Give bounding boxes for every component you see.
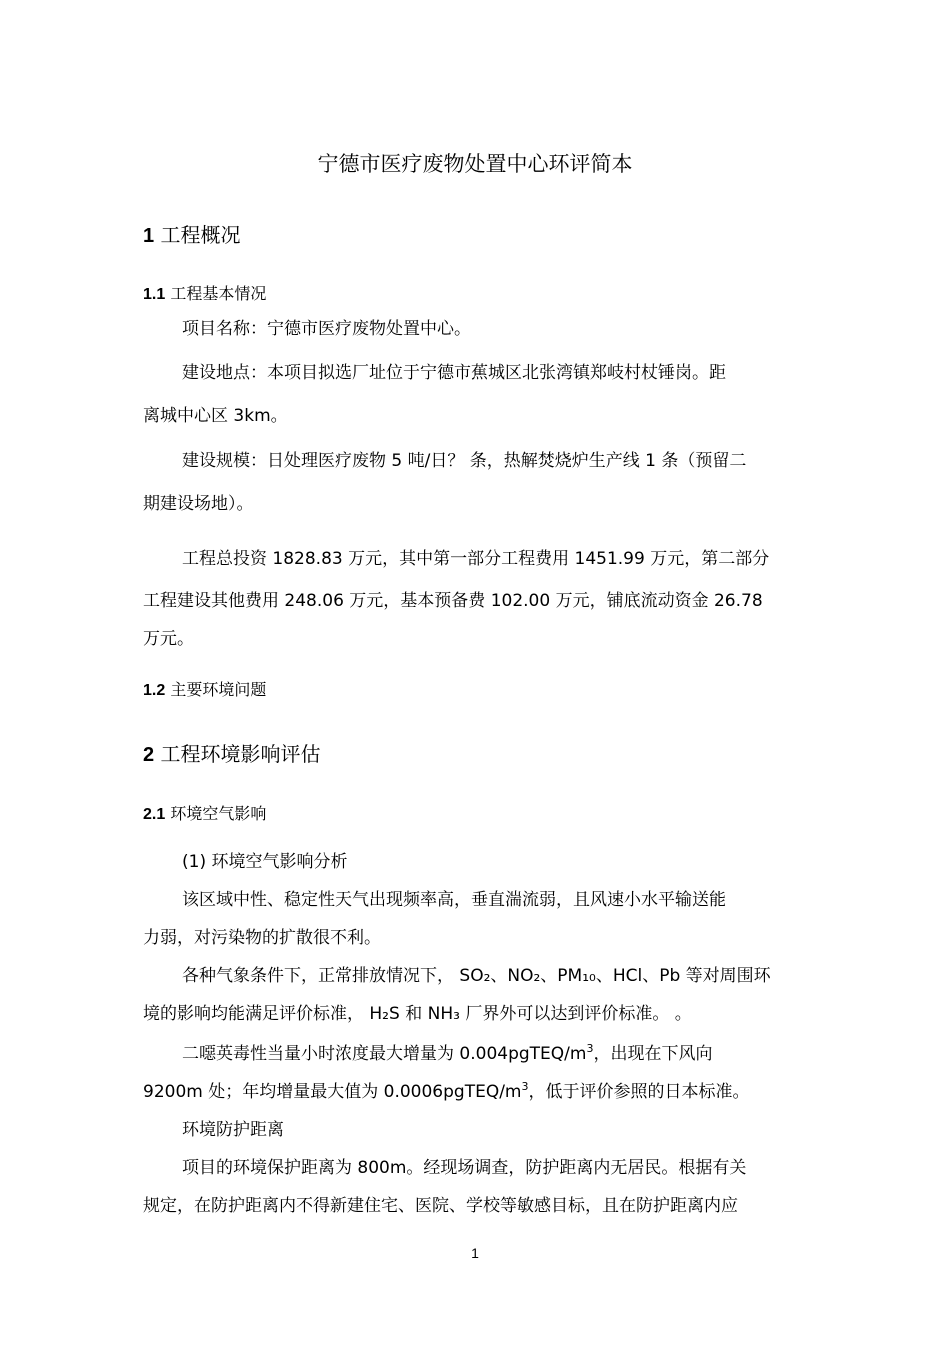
text-run: 二噁英毒性当量小时浓度最大增量为 0.004pgTEQ/m bbox=[182, 1044, 587, 1064]
subsection-number: 1.1 bbox=[143, 286, 166, 303]
paragraph-line bbox=[143, 1081, 750, 1103]
section-number: 2 bbox=[143, 744, 155, 766]
subsection-number: 1.2 bbox=[143, 682, 166, 699]
paragraph-line: 万元。 bbox=[143, 629, 194, 649]
paragraph-line: 规定，在防护距离内不得新建住宅、医院、学校等敏感目标，且在防护距离内应 bbox=[143, 1196, 738, 1216]
section-title: 工程环境影响评估 bbox=[160, 742, 321, 766]
section-number: 1 bbox=[143, 225, 155, 247]
subsection-title: 工程基本情况 bbox=[170, 284, 267, 303]
paragraph-line: 项目的环境保护距离为 800m。经现场调查，防护距离内无居民。根据有关 bbox=[182, 1158, 747, 1178]
paragraph-line: 各种气象条件下，正常排放情况下， SO₂、NO₂、PM₁₀、HCl、Pb 等对周围环 bbox=[182, 966, 771, 986]
paragraph-line: 建设地点：本项目拟选厂址位于宁德市蕉城区北张湾镇郑岐村杖锤岗。距 bbox=[182, 363, 726, 383]
superscript: 3 bbox=[586, 1042, 594, 1055]
paragraph-line: 境的影响均能满足评价标准， H₂S 和 NH₃ 厂界外可以达到评价标准。 。 bbox=[143, 1004, 692, 1024]
paragraph-line: (1) 环境空气影响分析 bbox=[182, 852, 348, 872]
subsection-title: 主要环境问题 bbox=[170, 680, 267, 699]
paragraph-line: 工程建设其他费用 248.06 万元，基本预备费 102.00 万元，铺底流动资金 26.78 bbox=[143, 591, 763, 611]
subsection-heading-2-1 bbox=[143, 803, 266, 826]
paragraph-line: 项目名称：宁德市医疗废物处置中心。 bbox=[182, 319, 471, 339]
paragraph-line bbox=[182, 1043, 712, 1065]
text-run: ，出现在下风向 bbox=[593, 1044, 713, 1064]
text-run: ，低于评价参照的日本标准。 bbox=[528, 1082, 750, 1102]
paragraph-line: 工程总投资 1828.83 万元，其中第一部分工程费用 1451.99 万元，第二部分 bbox=[182, 549, 770, 569]
text-run: 9200m 处；年均增量最大值为 0.0006pgTEQ/m bbox=[143, 1082, 522, 1102]
section-heading-1 bbox=[143, 221, 240, 250]
paragraph-line: 离城中心区 3km。 bbox=[143, 406, 288, 426]
paragraph-line: 建设规模：日处理医疗废物 5 吨/日？ 条，热解焚烧炉生产线 1 条（预留二 bbox=[182, 451, 747, 471]
paragraph-line: 该区域中性、稳定性天气出现频率高，垂直湍流弱，且风速小水平输送能 bbox=[182, 890, 726, 910]
section-heading-2 bbox=[143, 740, 320, 769]
paragraph-line: 环境防护距离 bbox=[182, 1120, 284, 1140]
subsection-heading-1-1 bbox=[143, 283, 266, 306]
paragraph-line: 力弱，对污染物的扩散很不利。 bbox=[143, 928, 381, 948]
subsection-heading-1-2 bbox=[143, 679, 266, 702]
section-title: 工程概况 bbox=[160, 223, 241, 247]
paragraph-line: 期建设场地）。 bbox=[143, 494, 254, 514]
subsection-title: 环境空气影响 bbox=[170, 804, 267, 823]
document-title: 宁德市医疗废物处置中心环评简本 bbox=[317, 152, 633, 176]
superscript: 3 bbox=[521, 1080, 529, 1093]
subsection-number: 2.1 bbox=[143, 806, 166, 823]
page-number: 1 bbox=[471, 1245, 479, 1261]
